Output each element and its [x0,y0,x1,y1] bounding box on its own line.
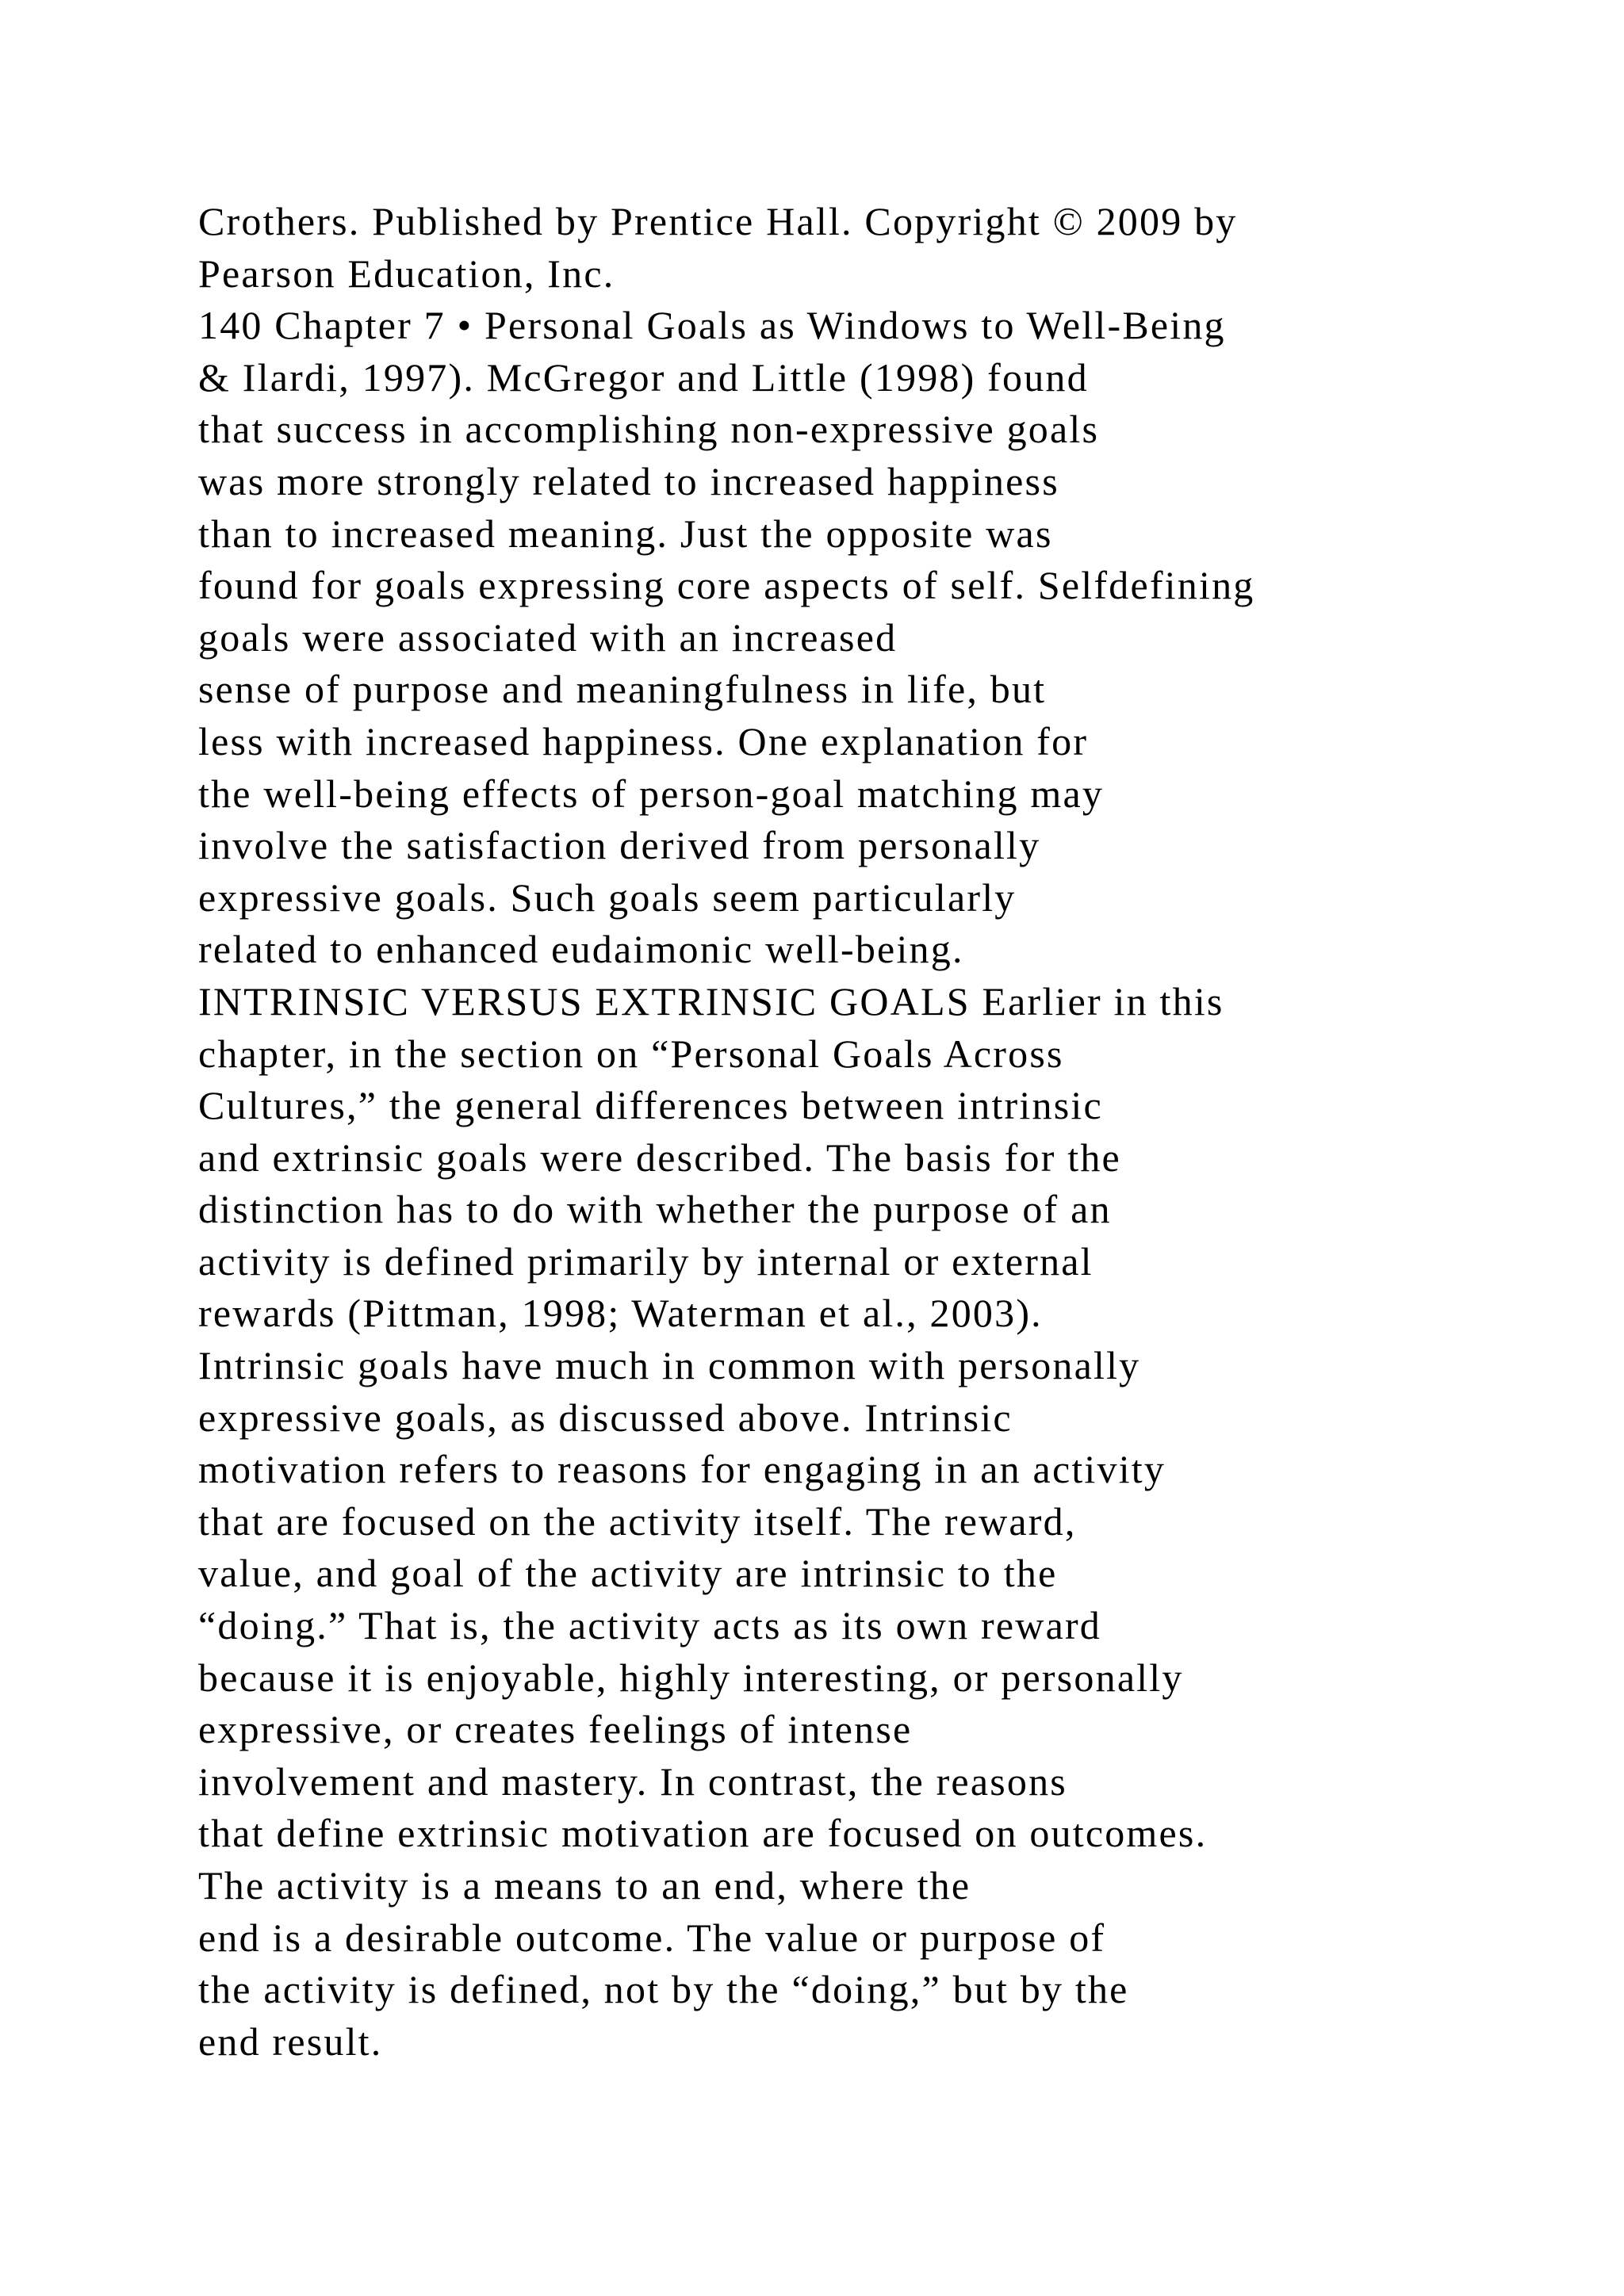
text-line: distinction has to do with whether the purpose of an [198,1187,1112,1232]
text-line: involvement and mastery. In contrast, the reasons [198,1758,1067,1804]
text-line: The activity is a means to an end, where the [198,1863,971,1908]
text-line: sense of purpose and meaningfulness in life, but [198,667,1047,712]
text-line: “doing.” That is, the activity acts as its own reward [198,1603,1102,1648]
text-line: & Ilardi, 1997). McGregor and Little (1998) found [198,354,1089,400]
text-line: than to increased meaning. Just the opposite was [198,511,1053,556]
text-line: expressive goals. Such goals seem particularly [198,874,1017,920]
text-line: INTRINSIC VERSUS EXTRINSIC GOALS Earlier in this [198,978,1224,1024]
text-line: and extrinsic goals were described. The basis for the [198,1135,1121,1180]
text-line: that define extrinsic motivation are focused on outcomes. [198,1811,1208,1856]
text-line: chapter, in the section on “Personal Goals Across [198,1031,1064,1076]
text-line: goals were associated with an increased [198,614,898,660]
text-line: the well-being effects of person-goal matching may [198,771,1105,816]
text-line: found for goals expressing core aspects of self. Selfdefining [198,563,1255,608]
text-line: related to enhanced eudaimonic well-being. [198,927,964,972]
text-line: activity is defined primarily by internal or external [198,1238,1094,1284]
text-line: value, and goal of the activity are intrinsic to the [198,1551,1058,1596]
text-line: rewards (Pittman, 1998; Waterman et al., 2003). [198,1291,1043,1336]
text-line: Intrinsic goals have much in common with personally [198,1343,1141,1388]
text-line: was more strongly related to increased happiness [198,458,1059,503]
text-line: involve the satisfaction derived from personally [198,823,1041,868]
text-line: Cultures,” the general differences between intrinsic [198,1083,1103,1128]
body-text [198,196,1546,2068]
text-line: that success in accomplishing non-expressive goals [198,407,1100,452]
text-line: because it is enjoyable, highly interesting, or personally [198,1655,1184,1700]
text-line: motivation refers to reasons for engaging in an activity [198,1447,1166,1492]
text-line: Crothers. Published by Prentice Hall. Copyright © 2009 by [198,199,1238,243]
text-line: end result. [198,2019,383,2064]
text-line: less with increased happiness. One explanation for [198,718,1089,763]
text-line: Pearson Education, Inc. [198,251,615,296]
text-line: the activity is defined, not by the “doing,” but by the [198,1967,1129,2012]
text-line: 140 Chapter 7 • Personal Goals as Windows to Well-Being [198,303,1226,348]
text-line: expressive, or creates feelings of intense [198,1707,913,1752]
text-line: that are focused on the activity itself. The reward, [198,1498,1077,1544]
text-line: end is a desirable outcome. The value or purpose of [198,1915,1106,1960]
text-line: expressive goals, as discussed above. Intrinsic [198,1395,1013,1440]
